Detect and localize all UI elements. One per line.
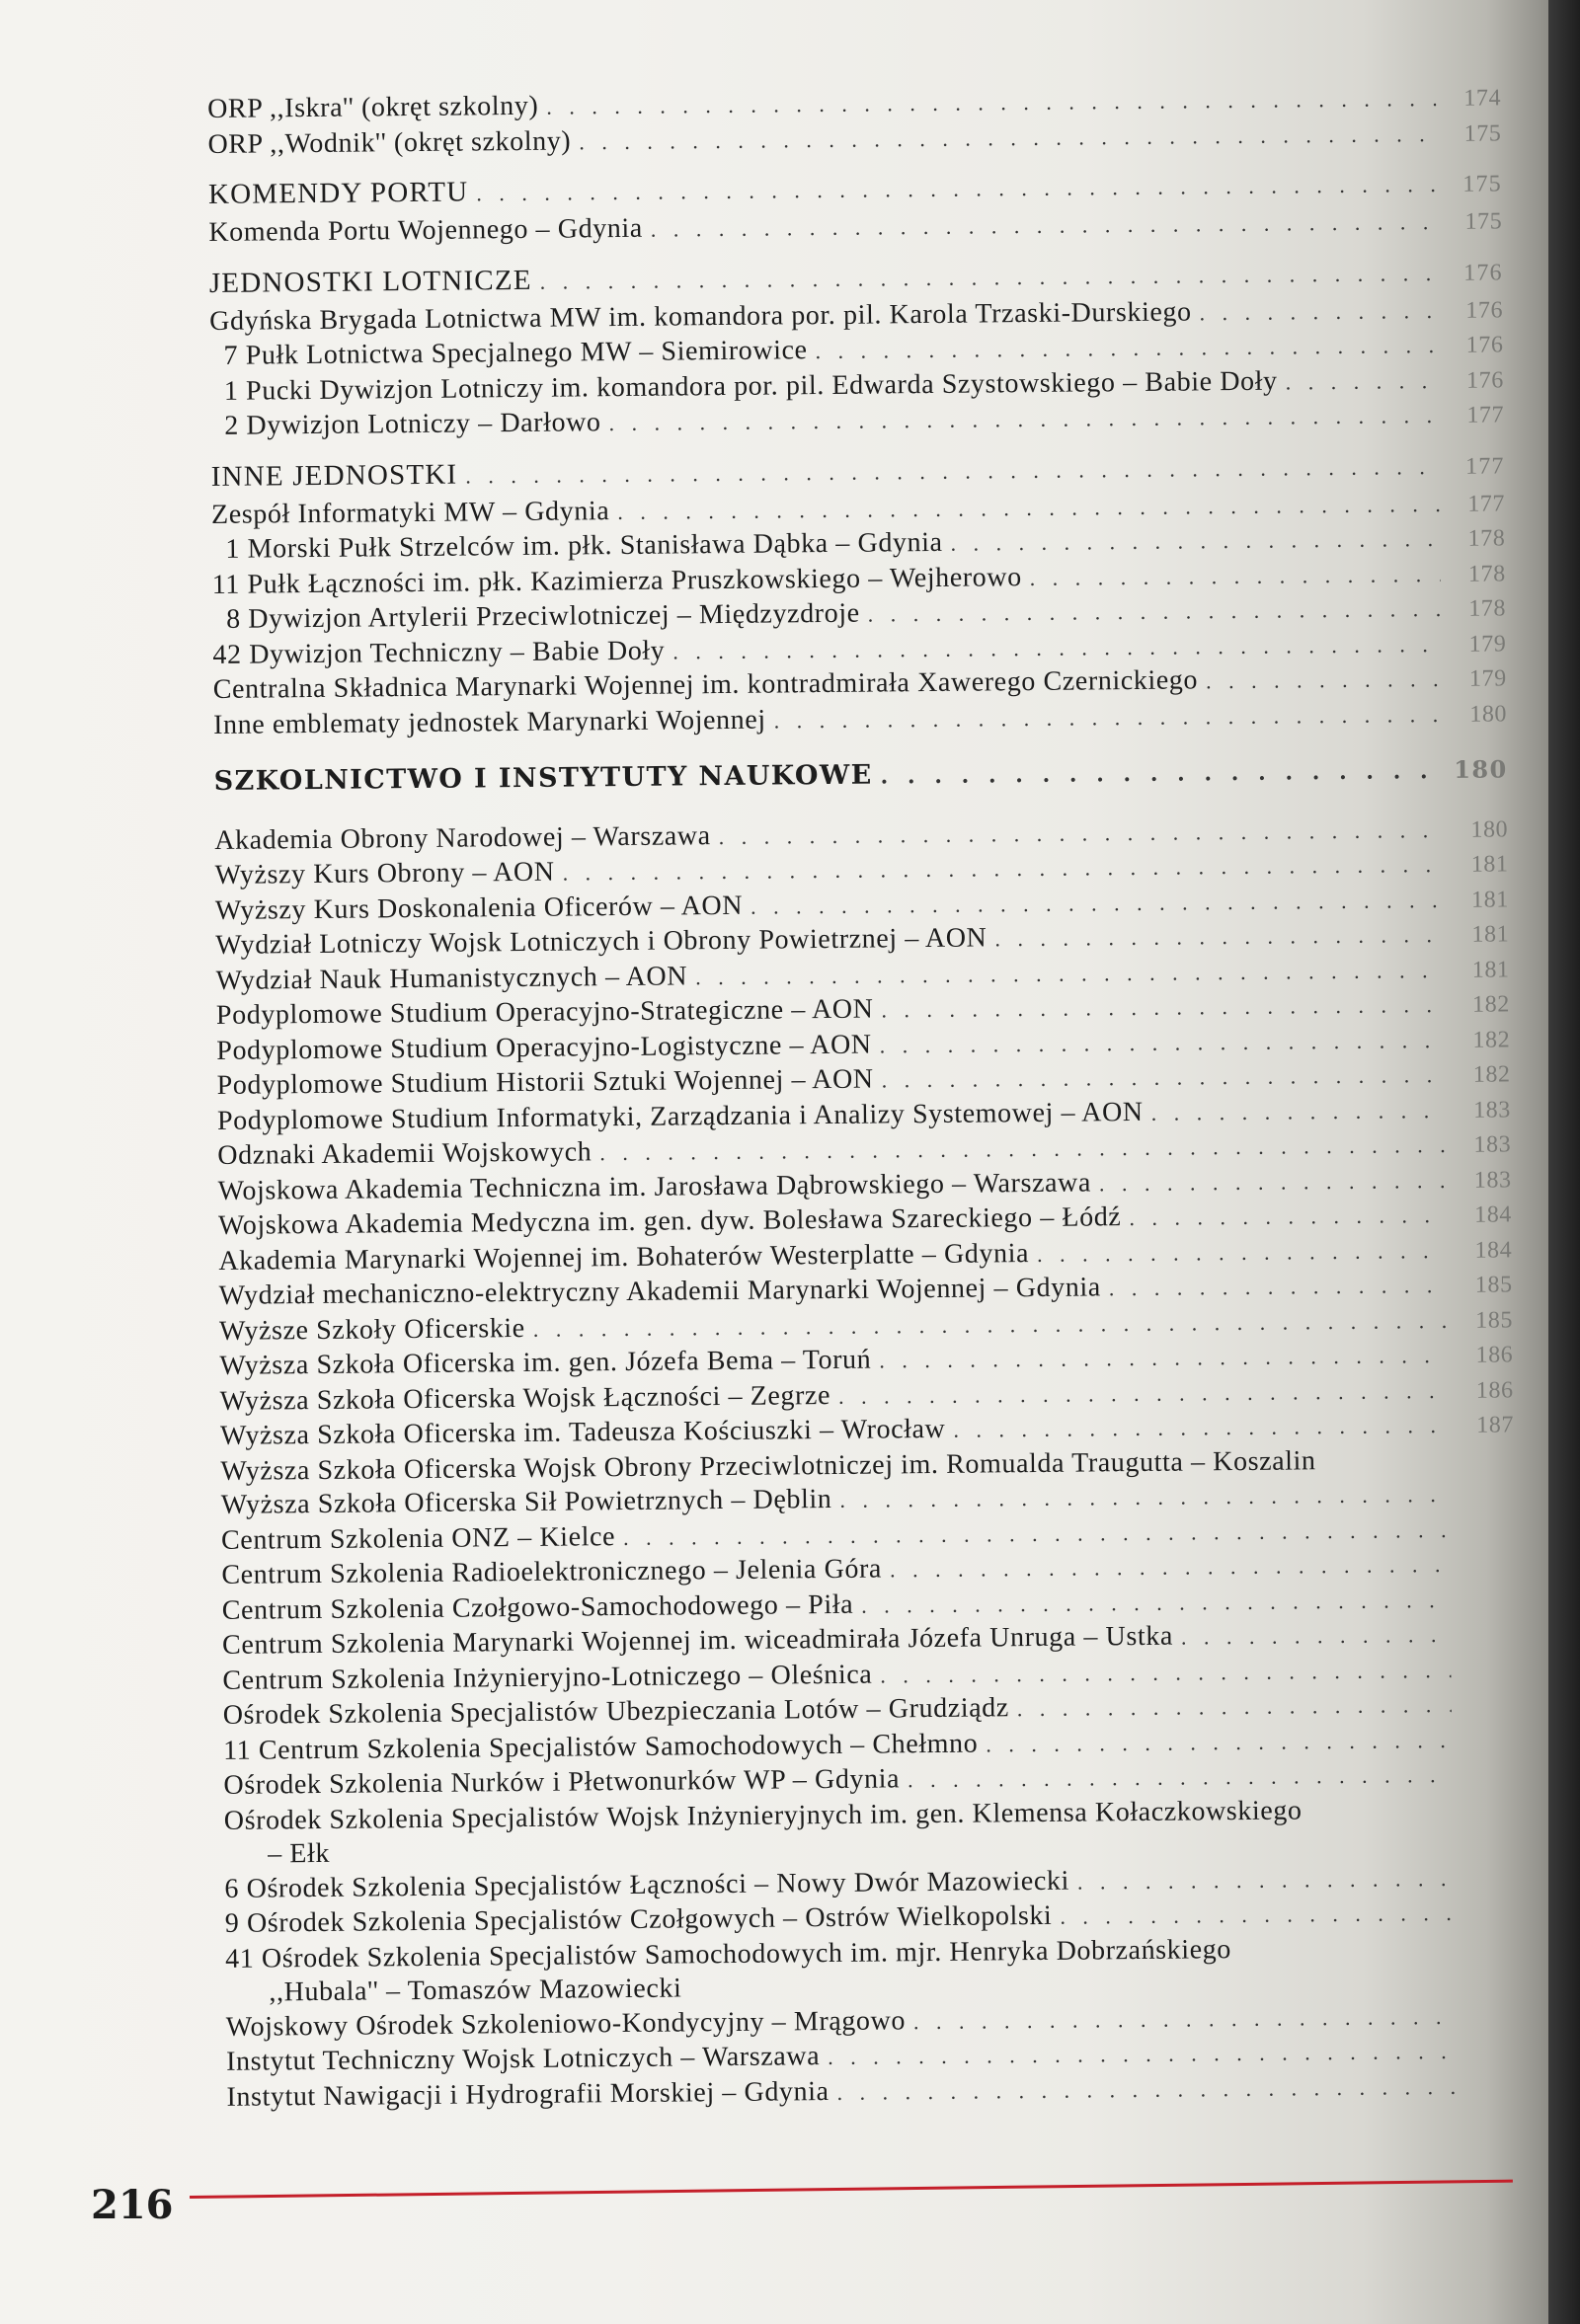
toc-entry-title: Wyższa Szkoła Oficerska Wojsk Łączności – Zegrze: [219, 1379, 831, 1417]
dot-leader: [338, 1851, 1453, 1862]
toc-entry-title: Wydział Nauk Humanistycznych – AON: [215, 960, 688, 996]
toc-entry-title: Podyplomowe Studium Historii Sztuki Wojennej – AON: [216, 1063, 874, 1101]
toc-entry-title: JEDNOSTKI LOTNICZE: [208, 264, 532, 299]
dot-leader: [1324, 1467, 1450, 1468]
toc-entry-page: 184: [1474, 1236, 1513, 1264]
dot-leader: [1206, 662, 1442, 699]
toc-entry-page: 182: [1472, 1026, 1511, 1053]
toc-entry-page: [1449, 1467, 1514, 1468]
toc-entry-page: 180: [1469, 700, 1508, 728]
toc-entry-title: Wydział Lotniczy Wojsk Lotniczych i Obrony Powietrznej – AON: [215, 922, 988, 961]
dot-leader: [651, 205, 1438, 247]
toc-entry-title: Podyplomowe Studium Informatyki, Zarządzania i Analizy Systemowej – AON: [216, 1096, 1144, 1136]
footer-rule: [190, 2180, 1513, 2199]
dot-leader: [579, 117, 1437, 160]
dot-leader: [1109, 1269, 1448, 1306]
toc-entry-title: Wyższy Kurs Obrony – AON: [214, 856, 555, 891]
toc-entry-page: 176: [1465, 332, 1504, 358]
toc-entry-page: 179: [1468, 665, 1507, 692]
toc-entry-page: 180: [1470, 815, 1509, 843]
toc-entry-title: 1 Pucki Dywizjon Lotniczy im. komandora por. pil. Edwarda Szystowskiego – Babie Doły: [223, 365, 1278, 407]
dot-leader: [1060, 1897, 1454, 1934]
toc-entry-title: 8 Dywizjon Artylerii Przeciwlotniczej – Międzyzdroje: [225, 597, 860, 635]
toc-entry-title: 42 Dywizjon Techniczny – Babie Doły: [212, 635, 666, 670]
dot-leader: [1017, 1688, 1452, 1727]
dot-leader: [880, 1024, 1446, 1063]
toc-entry-title: Wojskowa Akademia Techniczna im. Jarosława Dąbrowskiego – Warszawa: [217, 1166, 1092, 1206]
toc-entry-title: 6 Ośrodek Szkolenia Specjalistów Łączności – Nowy Dwór Mazowiecki: [224, 1865, 1070, 1904]
toc-entry-title: Centrum Szkolenia ONZ – Kielce: [220, 1520, 616, 1556]
toc-entry-page: 175: [1464, 208, 1503, 235]
toc-entry-page: [1452, 1781, 1517, 1782]
toc-entry-title: Akademia Obrony Narodowej – Warszawa: [214, 819, 711, 856]
dot-leader: [1129, 1199, 1447, 1236]
toc-entry-title: ORP ,,Iskra'' (okręt szkolny): [207, 90, 539, 124]
dot-leader: [1181, 1618, 1451, 1655]
toc-entry-title: Odznaki Akademii Wojskowych: [217, 1136, 592, 1171]
dot-leader: [839, 1478, 1450, 1517]
dot-leader: [1030, 558, 1441, 595]
toc-entry-page: 183: [1473, 1166, 1512, 1194]
toc-entry-page: [1452, 1711, 1517, 1712]
toc-entry-page: 181: [1471, 921, 1510, 948]
dot-leader: [838, 1373, 1449, 1413]
dot-leader: [774, 698, 1443, 738]
toc-entry-title: Ośrodek Szkolenia Specjalistów Ubezpieczania Lotów – Grudziądz: [222, 1692, 1009, 1731]
toc-entry-page: [1453, 1885, 1518, 1886]
toc-entry-title: Zespół Informatyki MW – Gdynia: [210, 495, 610, 530]
toc-entry-title: Wyższa Szkoła Oficerska im. gen. Józefa Bema – Toruń: [219, 1344, 872, 1381]
toc-entry-title: Centrum Szkolenia Inżynieryjno-Lotniczego – Oleśnica: [222, 1659, 873, 1696]
toc-entry-page: 177: [1464, 452, 1505, 480]
toc-entry-page: 186: [1475, 1376, 1514, 1404]
toc-entry-title: Wydział mechaniczno-elektryczny Akademii Marynarki Wojennej – Gdynia: [218, 1272, 1101, 1311]
dot-leader: [908, 1758, 1453, 1798]
toc-entry-page: [1452, 1746, 1517, 1747]
toc-entry-title: Wyższa Szkoła Oficerska im. Tadeusza Kościuszki – Wrocław: [219, 1413, 946, 1451]
toc-entry-title: Ośrodek Szkolenia Nurków i Płetwonurków WP – Gdynia: [223, 1763, 901, 1801]
toc-entry-title: Ośrodek Szkolenia Specjalistów Wojsk Inżynieryjnych im. gen. Klemensa Kołaczkowskiego: [223, 1794, 1303, 1836]
dot-leader: [861, 1583, 1451, 1622]
toc-entry-title: 41 Ośrodek Szkolenia Specjalistów Samochodowych im. mjr. Henryka Dobrzańskiego: [224, 1933, 1232, 1975]
dot-leader: [1150, 1094, 1446, 1130]
dot-leader: [1077, 1861, 1454, 1898]
toc-entry-page: 181: [1470, 886, 1510, 913]
toc-entry-page: 181: [1470, 851, 1509, 878]
toc-entry-page: [1450, 1571, 1515, 1572]
toc-entry-title: – Ełk: [267, 1837, 331, 1870]
toc-entry-title: KOMENDY PORTU: [207, 176, 469, 210]
dot-leader: [880, 1653, 1451, 1692]
toc-entry-page: [1454, 1919, 1519, 1920]
dot-leader: [881, 988, 1445, 1028]
toc-entry-page: [1450, 1501, 1515, 1502]
dot-leader: [1099, 1164, 1447, 1201]
toc-entry-page: [1451, 1641, 1516, 1642]
toc-entry-title: ,,Hubala'' – Tomaszów Mazowiecki: [269, 1973, 682, 2008]
toc-entry-title: Wyższa Szkoła Oficerska Sił Powietrznych – Dęblin: [220, 1483, 832, 1520]
toc-entry-page: [1454, 1955, 1519, 1956]
toc-entry-page: 184: [1474, 1201, 1513, 1228]
toc-entry-page: 176: [1465, 366, 1504, 394]
dot-leader: [994, 918, 1444, 957]
toc-entry-page: [1455, 2023, 1520, 2024]
toc-entry-title: Centrum Szkolenia Czołgowo-Samochodowego – Piła: [221, 1588, 854, 1626]
toc-entry-title: Wyższe Szkoły Oficerskie: [218, 1312, 525, 1347]
toc-entry-title: Podyplomowe Studium Operacyjno-Logistyczne – AON: [216, 1029, 872, 1066]
toc-entry-page: 176: [1465, 296, 1504, 324]
toc-entry-page: 182: [1471, 991, 1511, 1018]
dot-leader: [890, 1548, 1451, 1588]
toc-entry-page: 181: [1471, 956, 1510, 983]
toc-entry-title: Wyższy Kurs Doskonalenia Oficerów – AON: [214, 890, 744, 926]
toc-entry-title: Centrum Szkolenia Radioelektronicznego – Jelenia Góra: [221, 1553, 883, 1590]
toc-entry-page: [1453, 1817, 1518, 1818]
dot-leader: [1199, 294, 1438, 331]
toc-entry-title: Instytut Techniczny Wojsk Lotniczych – Warszawa: [225, 2041, 821, 2077]
toc-entry-title: Wojskowa Akademia Medyczna im. gen. dyw. Bolesława Szareckiego – Łódź: [217, 1201, 1122, 1241]
dot-leader: [1037, 1234, 1448, 1272]
dot-leader: [913, 1999, 1455, 2039]
dot-leader: [1239, 1955, 1454, 1957]
toc-entry-page: 185: [1474, 1272, 1513, 1298]
dot-leader: [1285, 364, 1439, 400]
toc-entry-page: 175: [1462, 171, 1503, 197]
toc-entry-title: Akademia Marynarki Wojennej im. Bohaterów Westerplatte – Gdynia: [218, 1237, 1030, 1277]
toc-entry-page: 185: [1475, 1306, 1514, 1334]
toc-entry-page: 176: [1463, 259, 1503, 286]
toc-entry-page: [1453, 1850, 1518, 1851]
toc-entry-page: 178: [1467, 525, 1506, 552]
dot-leader: [1310, 1817, 1453, 1818]
dot-leader: [879, 1339, 1448, 1378]
toc-entry-page: [1456, 2093, 1521, 2094]
dot-leader: [880, 754, 1442, 794]
dot-leader: [950, 522, 1440, 561]
toc-entry-title: Centrum Szkolenia Marynarki Wojennej im. wiceadmirała Józefa Unruga – Ustka: [221, 1620, 1174, 1661]
toc-entry-title: Instytut Nawigacji i Hydrografii Morskiej – Gdynia: [226, 2075, 830, 2113]
dot-leader: [836, 2069, 1455, 2110]
toc-entry-page: 177: [1466, 402, 1505, 428]
toc-entry-page: [1451, 1606, 1516, 1607]
toc-entry-page: 183: [1473, 1131, 1512, 1158]
toc-entry-title: Centralna Składnica Marynarki Wojennej im. kontradmirała Xawerego Czernickiego: [212, 664, 1199, 705]
toc-entry-page: 183: [1473, 1096, 1512, 1123]
toc-entry-page: [1451, 1676, 1516, 1677]
toc-entry-title: INNE JEDNOSTKI: [210, 458, 458, 493]
dot-leader: [608, 399, 1439, 441]
toc-entry-title: Inne emblematy jednostek Marynarki Wojennej: [212, 704, 766, 740]
toc-entry-page: 180: [1454, 754, 1508, 784]
toc-entry-title: Wyższa Szkoła Oficerska Wojsk Obrony Przeciwlotniczej im. Romualda Traugutta – Koszalin: [220, 1444, 1316, 1487]
toc-entry-title: 1 Morski Pułk Strzelców im. płk. Stanisława Dąbka – Gdynia: [225, 526, 943, 565]
dot-leader: [953, 1409, 1449, 1447]
dot-leader: [868, 592, 1442, 632]
dot-leader: [882, 1058, 1446, 1098]
toc-entry-title: Wojskowy Ośrodek Szkoleniowo-Kondycyjny – Mrągowo: [225, 2004, 907, 2043]
toc-entry-title: 11 Pułk Łączności im. płk. Kazimierza Pruszkowskiego – Wejherowo: [211, 561, 1022, 600]
toc-entry-page: 186: [1475, 1342, 1514, 1368]
toc-entry-page: [1454, 1988, 1519, 1989]
table-of-contents: [207, 80, 1521, 2115]
toc-entry-title: ORP ,,Wodnik'' (okręt szkolny): [207, 124, 572, 160]
toc-entry-title: 11 Centrum Szkolenia Specjalistów Samochodowych – Chełmno: [222, 1728, 979, 1766]
page-number: 216: [91, 2182, 174, 2228]
toc-entry-page: 187: [1476, 1412, 1515, 1438]
toc-entry-title: Gdyńska Brygada Lotnictwa MW im. komandora por. pil. Karola Trzaski-Durskiego: [209, 295, 1192, 337]
toc-entry: [214, 752, 1508, 800]
toc-entry-page: 178: [1467, 560, 1506, 587]
toc-entry-title: Podyplomowe Studium Operacyjno-Strategiczne – AON: [215, 993, 874, 1031]
book-gutter: [1548, 0, 1580, 2324]
toc-entry-page: 177: [1467, 490, 1506, 517]
toc-entry-title: 2 Dywizjon Lotniczy – Darłowo: [224, 407, 601, 441]
toc-entry-page: 174: [1463, 85, 1502, 112]
toc-entry-title: Komenda Portu Wojennego – Gdynia: [208, 212, 643, 248]
toc-entry-page: 178: [1468, 595, 1507, 622]
toc-entry-page: [1455, 2057, 1520, 2058]
toc-entry-page: 175: [1463, 119, 1502, 147]
toc-entry-title: 7 Pułk Lotnictwa Specjalnego MW – Siemirowice: [223, 335, 808, 371]
toc-entry-title: 9 Ośrodek Szkolenia Specjalistów Czołgowych – Ostrów Wielkopolski: [224, 1899, 1053, 1939]
dot-leader: [689, 1989, 1454, 1996]
toc-entry-page: 179: [1468, 630, 1507, 658]
toc-entry-page: [1450, 1536, 1515, 1537]
toc-entry-page: 182: [1472, 1061, 1511, 1088]
dot-leader: [986, 1723, 1452, 1761]
toc-entry-title: SZKOLNICTWO I INSTYTUTY NAUKOWE: [213, 759, 873, 797]
